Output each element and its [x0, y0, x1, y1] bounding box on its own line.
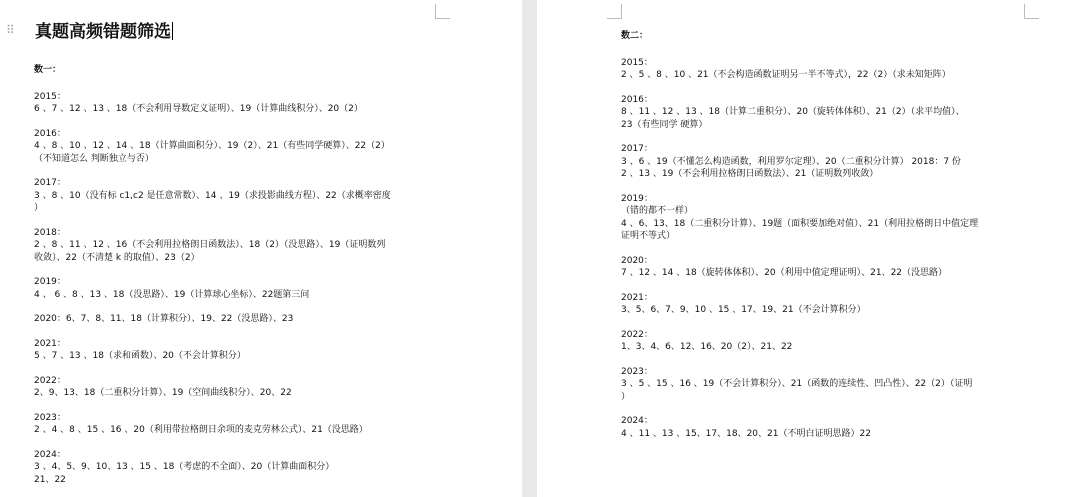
entry-list [34, 91, 504, 487]
page-corner-mark [435, 4, 450, 19]
entry-line: 4 、11 、13 、15、17、18、20、21（不明白证明思路）22 [621, 428, 871, 439]
entry-5 [621, 292, 1041, 317]
page-corner-mark [607, 4, 622, 19]
entry-year: 2023： [621, 366, 653, 377]
drag-handle-icon[interactable]: ⠿ [6, 23, 14, 37]
entry-year: 2018： [34, 227, 66, 238]
entry-3 [34, 227, 504, 265]
right-content [621, 30, 1041, 452]
document-page-left [0, 0, 522, 497]
entry-5 [34, 313, 504, 326]
entry-line: 5 、7 、13 、18（求和函数）、20（不会计算积分） [34, 351, 246, 361]
entry-line: 2 、13 、19（不会利用拉格朗日函数法）、21（证明数列收敛） [621, 169, 879, 179]
entry-line: 2020：6、7、8、11、18（计算积分）、19、22（没思路）、23 [34, 314, 294, 324]
entry-6 [34, 338, 504, 363]
entry-line: 3 、5 、15 、16 、19（不会计算积分）、21（函数的连续性、凹凸性）、22（2）（证明 [621, 379, 973, 389]
entry-line: 1、3、4、6、12、16、20（2）、21、22 [621, 342, 793, 352]
entry-1 [34, 128, 504, 166]
entry-line: 3、5、6、7、9、10 、15 、17、19、21（不会计算积分） [621, 305, 866, 315]
title-text: 真题高频错题筛选 [35, 22, 171, 42]
entry-7 [34, 375, 504, 400]
entry-line: 21、22 [34, 474, 66, 485]
section-heading: 数二： [621, 31, 649, 41]
entry-line: 23（有些同学 硬算） [621, 119, 708, 130]
entry-line: 2、9、13、18（二重积分计算）、19（空间曲线积分）、20、22 [34, 388, 292, 398]
entry-8 [621, 415, 1041, 440]
entry-4 [34, 276, 504, 301]
entry-list [621, 57, 1041, 441]
entry-year: 2019： [34, 277, 66, 287]
entry-8 [34, 412, 504, 437]
entry-line: 7 、12 、14 、18（旋转体体积）、20（利用中值定理证明）、21、22（没思路） [621, 268, 948, 278]
entry-line: （错的都不一样） [621, 206, 694, 216]
entry-line: 收敛）、22（不清楚 k 的取值）、23（2） [34, 252, 200, 263]
entry-0 [621, 57, 1041, 82]
entry-4 [621, 255, 1041, 280]
entry-3 [621, 193, 1041, 243]
entry-line: 4 、 6 、8 、13 、18（没思路）、19（计算球心坐标）、22题第三问 [34, 289, 310, 300]
entry-line: 3 、8 、10（没有标 c1,c2 是任意常数）、14 、19（求投影曲线方程）、22（求概率密度 [34, 190, 391, 201]
entry-year: 2024： [34, 449, 66, 460]
entry-year: 2024： [621, 416, 653, 426]
entry-2 [621, 143, 1041, 181]
entry-line: 3 、4、5、9、10、13 、15 、18（考虑的不全面）、20（计算曲面积分） [34, 462, 335, 472]
entry-line: 2 、4 、8 、15 、16 、20（利用带拉格朗日余项的麦克劳林公式）、21（没思路） [34, 425, 368, 435]
entry-2 [34, 177, 504, 215]
entry-line: 4 、8 、10 、12 、14 、18（计算曲面积分）、19（2）、21（有些同学硬算）、22（2） [34, 141, 390, 151]
entry-line: ） [34, 203, 44, 213]
entry-line: 2 、8 、11 、12 、16（不会利用拉格朗日函数法）、18（2）（没思路）、19（证明数列 [34, 240, 386, 250]
entry-line: 证明不等式） [621, 231, 676, 241]
entry-year: 2021： [34, 338, 66, 349]
entry-line: 2 、5 、8 、10 、21（不会构造函数证明另一半不等式），22（2）（求未知矩阵） [621, 70, 951, 80]
entry-line: ） [621, 391, 631, 402]
entry-year: 2015： [34, 91, 66, 102]
entry-year: 2017： [34, 178, 66, 188]
text-cursor [172, 22, 173, 40]
entry-year: 2023： [34, 412, 66, 423]
entry-year: 2021： [621, 292, 653, 303]
entry-year: 2019： [621, 193, 653, 204]
entry-year: 2016： [34, 128, 66, 139]
entry-line: 6 、7 、12 、13 、18（不会利用导数定义证明）、19（计算曲线积分）、20（2） [34, 104, 363, 114]
entry-line: 4 、6、13、18（二重积分计算）、19题（面积要加绝对值）、21（利用拉格朗日中值定理 [621, 218, 979, 229]
page-corner-mark [1024, 4, 1039, 19]
entry-1 [621, 94, 1041, 132]
entry-year: 2016： [621, 94, 653, 105]
entry-line: 3 、6 、19（不懂怎么构造函数，利用罗尔定理）、20（二重积分计算） 2018：7 份 [621, 156, 961, 167]
entry-year: 2015： [621, 57, 653, 68]
entry-6 [621, 329, 1041, 354]
entry-0 [34, 91, 504, 116]
entry-year: 2020： [621, 255, 653, 266]
entry-7 [621, 366, 1041, 404]
document-page-right [537, 0, 1080, 497]
entry-line: （不知道怎么 判断独立与否） [34, 153, 154, 164]
entry-year: 2017： [621, 144, 653, 154]
entry-line: 8 、11 、12 、13 、18（计算二重积分）、20（旋转体体积）、21（2）（求平均值）、 [621, 107, 965, 117]
entry-year: 2022： [621, 329, 653, 340]
page-title[interactable] [35, 17, 173, 42]
left-content [34, 64, 504, 497]
section-heading: 数一： [34, 65, 62, 75]
entry-9 [34, 449, 504, 487]
entry-year: 2022： [34, 375, 66, 386]
